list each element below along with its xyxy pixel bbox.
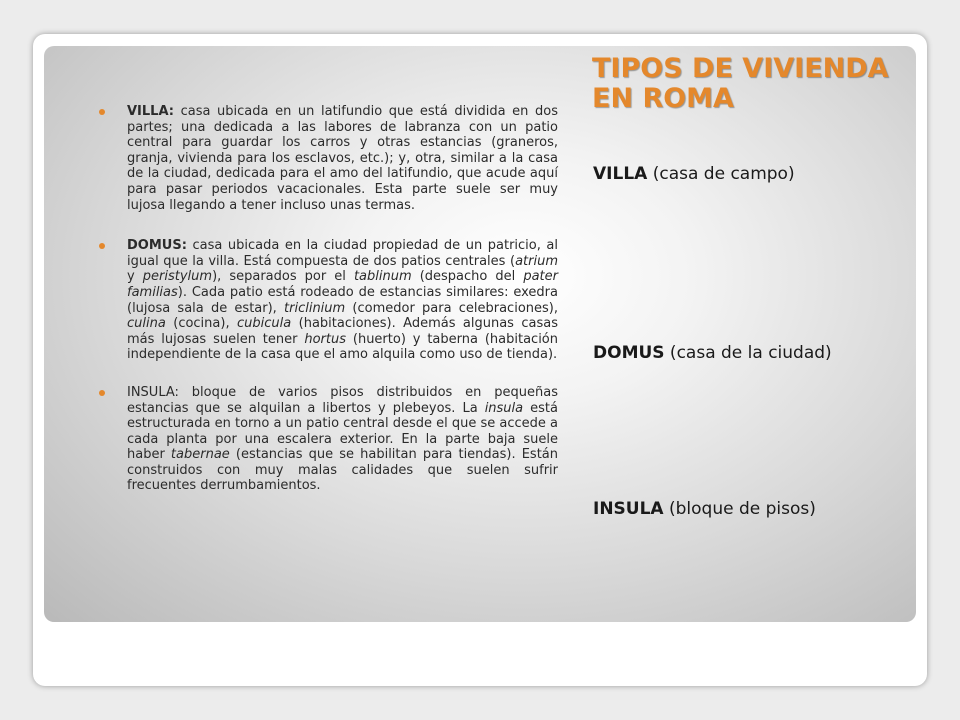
bullet-text: (habitaciones). Además algunas casas más lujosas suelen tener [127,316,558,347]
bullet-text: (huerto) y taberna (habitación independiente de la casa que el amo alquila como uso de tienda). [127,331,558,363]
bullet-icon [99,390,105,396]
label-term: INSULA [593,499,664,519]
bullet-text: ). Cada patio está rodeado de estancias similares: exedra (lujosa sala de estar), [127,284,558,316]
slide-title: TIPOS DE VIVIENDA EN ROMA [592,53,889,114]
bullet-text: ), separados por el [212,269,354,285]
bullet-text: está estructurada en torno a un patio central desde el que se accede a cada planta por una escalera exterior. En la parte baja suele haber [127,400,558,463]
bullet-icon [99,243,105,249]
bullet-icon [99,109,105,115]
latin-term: hortus [304,331,347,347]
bullet-text: y [127,269,143,285]
bullet-term: INSULA [127,384,175,400]
bullet-text: casa ubicada en un latifundio que está dividida en dos partes; una dedicada a las labores de labranza con un patio central para guardar los carros y otras estancias (graneros, granja, vivienda para los esclavos, etc.); y, otra, similar a la casa de la ciudad, dedicada para el amo del latifundio, que acude aquí para pasar periodos vacacionales. Esta parte suele ser muy lujosa llegando a tener incluso unas termas. [127,104,558,213]
label-desc: (casa de la ciudad) [664,343,832,363]
bullet-villa [99,104,558,213]
bullet-text: (cocina), [165,316,237,332]
latin-term: atrium [515,253,558,269]
bullet-text: (estancias que se habilitan para tiendas). Están construidos con muy malas calidades que suelen sufrir frecuentes derrumbamientos. [127,447,559,494]
label-desc: (casa de campo) [647,164,795,184]
latin-term: peristylum [142,269,213,285]
latin-term: insula [484,400,524,416]
label-villa [593,164,795,184]
bullet-text: casa ubicada en la ciudad propiedad de un patricio, al igual que la villa. Está compuesta de dos patios centrales ( [127,238,558,269]
bullet-term: DOMUS: [127,238,187,254]
label-term: DOMUS [593,343,665,363]
bullet-term: VILLA: [127,104,174,119]
latin-term: tabernae [170,447,230,463]
label-domus [593,343,832,363]
bullet-insula [99,385,558,494]
bullet-list [99,104,558,519]
bullet-text: : bloque de varios pisos distribuidos en pequeñas estancias que se alquilan a libertos y plebeyos. La [127,384,558,416]
latin-term: cubicula [237,316,292,332]
label-insula [593,499,816,519]
latin-term: pater familias [127,269,559,300]
latin-term: culina [127,316,166,332]
bullet-domus [99,238,558,363]
label-desc: (bloque de pisos) [663,499,816,519]
latin-term: triclinium [284,300,346,316]
label-term: VILLA [593,164,648,184]
bullet-text: (comedor para celebraciones), [345,300,558,316]
latin-term: tablinum [353,269,412,285]
bullet-text: (despacho del [411,269,524,285]
